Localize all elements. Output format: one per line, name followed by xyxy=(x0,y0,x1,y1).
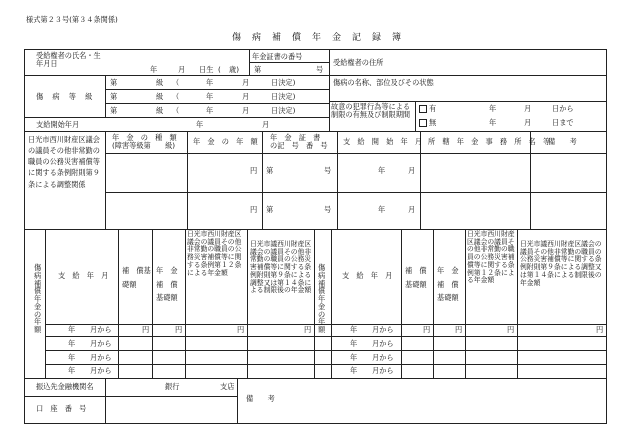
age-open: ( xyxy=(218,65,221,74)
adjust-header-start: 支 給 開 始 年 月 xyxy=(343,137,423,146)
bank-suffix: 銀行 xyxy=(165,382,180,391)
payment-header-period-2: 支 給 年 月 xyxy=(342,271,393,280)
account-label: 口 座 番 号 xyxy=(36,404,87,413)
adjust-side-label: 日光市西川財産区議会の議員その他非常勤の職員の公務災害補償等に関する条例附則第９条による調整関係 xyxy=(28,135,100,189)
payment-header-adjusted-2: 日光市議西川財産区議会の議員その他非常勤の職員の公務災害補償等に関する条例附則第９条による調整又は第１４条による制限後の年金額 xyxy=(520,240,602,287)
branch-suffix: 支店 xyxy=(220,382,235,391)
recipient-label: 受給権者の氏名・生年月日 xyxy=(36,51,101,69)
start-month: 月 xyxy=(262,120,270,129)
payment-side-label-2: 傷病補償年金の年額 xyxy=(318,263,326,335)
fault-no-label: 無 xyxy=(429,118,437,127)
fault-yes-checkbox[interactable] xyxy=(419,105,427,113)
fault-no-checkbox[interactable] xyxy=(419,119,427,127)
payment-header-annual-2: 年 金補 償基礎額 xyxy=(437,266,459,303)
frame-left xyxy=(24,49,25,424)
injury-label: 傷病の名称、部位及びその状態 xyxy=(333,78,434,87)
adjust-header-remarks: 備 考 xyxy=(548,137,577,146)
birth-day-unit: 日生 xyxy=(199,65,214,74)
address-label: 受給権者の住所 xyxy=(333,58,384,67)
fault-to-year: 年 xyxy=(489,118,497,127)
birth-month-unit: 月 xyxy=(178,65,186,74)
grade-label: 傷 病 等 級 xyxy=(36,92,94,101)
fault-yes-label: 有 xyxy=(429,104,437,113)
cert-go: 号 xyxy=(316,65,324,74)
fault-from: 日から xyxy=(552,104,574,113)
fault-from-month: 月 xyxy=(524,104,532,113)
birth-year-unit: 年 xyxy=(150,65,158,74)
start-year: 年 xyxy=(196,120,204,129)
bank-label: 振込先金融機関名 xyxy=(36,382,94,391)
payment-header-period: 支 給 年 月 xyxy=(58,271,109,280)
bank-remarks-label: 備 考 xyxy=(246,394,275,403)
fault-to-month: 月 xyxy=(524,118,532,127)
frame-top xyxy=(24,49,607,50)
fault-to: 日まで xyxy=(552,118,574,127)
cert-label: 年金証書の番号 xyxy=(252,52,303,61)
payment-header-art12: 日光市西川財産区議会の議員その他非常勤の職員の公務災害補償等に関する条例第１２条による年金額 xyxy=(187,230,242,277)
payment-header-art12-2: 日光市西川財産区議会の議員その他非常勤の職員の公務災害補償等に関する条例第１２条による年金額 xyxy=(467,230,515,285)
cert-dai: 第 xyxy=(254,65,262,74)
payment-header-adjusted: 日光市議西川財産区議会の議員その他非常勤の職員の公務災害補償等に関する条例附則第９条による調整又は第１４条による制限後の年金額 xyxy=(250,240,312,295)
fault-label: 故意の犯罪行為等による制限の有無及び制限期間 xyxy=(331,102,411,120)
frame-bottom xyxy=(24,423,607,424)
adjust-header-cert: 年 金 証 書 の記 号 番 号 xyxy=(270,133,328,151)
age-unit: 歳) xyxy=(229,65,239,74)
page-title: 傷 病 補 償 年 金 記 録 簿 xyxy=(232,33,403,43)
frame-right xyxy=(606,49,607,424)
adjust-header-amount: 年 金 の 年 額 xyxy=(193,137,258,146)
form-number: 様式第２３号(第３４条関係) xyxy=(26,15,118,24)
start-label: 支給開始年月 xyxy=(36,120,80,129)
fault-from-year: 年 xyxy=(489,104,497,113)
payment-side-label: 傷病補償年金の年額 xyxy=(34,263,42,335)
adjust-header-type: 年 金 の 種 類(障害等級第 級) xyxy=(112,133,177,151)
adjust-header-office: 所 轄 年 金 事 務 所 名 等 xyxy=(428,137,551,146)
payment-header-base: 補 償基礎額 xyxy=(122,266,151,289)
payment-header-base-2: 補 償基礎額 xyxy=(405,266,427,289)
payment-header-annual: 年 金補 償基礎額 xyxy=(156,266,178,303)
